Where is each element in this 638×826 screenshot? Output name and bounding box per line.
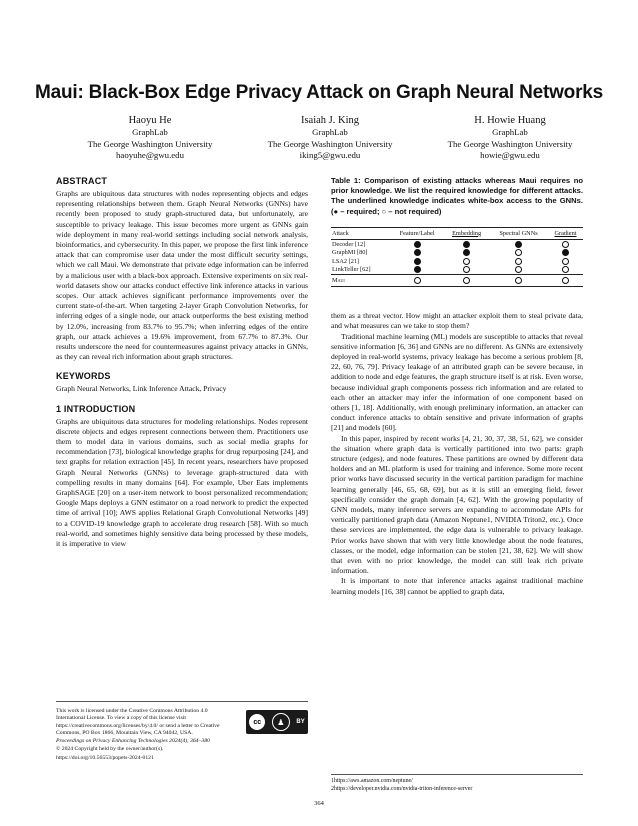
paper-title: Maui: Black-Box Edge Privacy Attack on Graph Neural Networks — [34, 82, 604, 103]
author-lab: GraphLab — [312, 127, 348, 137]
license-block — [56, 701, 308, 762]
table-row — [331, 248, 583, 257]
empty-circle-icon — [515, 266, 522, 273]
empty-circle-icon — [463, 258, 470, 265]
attack-name: Maui — [331, 275, 390, 287]
filled-circle-icon — [463, 249, 470, 256]
filled-circle-icon — [562, 249, 569, 256]
footnote: 2https://developer.nvidia.com/nvidia-triton-inference-server — [331, 785, 473, 792]
table-row — [331, 239, 583, 248]
knowledge-cell — [444, 266, 489, 275]
license-text: This work is licensed under the Creative Commons Attribution 4.0 International License. To view a copy of this license visit https://creativecommons.org/licenses/by/4.0/ or send a letter to Creative Commons, PO Box 1866, Mountain View, CA 94042, USA. — [56, 708, 220, 736]
knowledge-cell — [489, 248, 548, 257]
cc-by-badge — [246, 710, 308, 734]
attack-name: GraphMI [80] — [332, 249, 368, 257]
author-lab: GraphLab — [132, 127, 168, 137]
empty-circle-icon — [562, 266, 569, 273]
author-1 — [60, 114, 240, 162]
knowledge-cell — [548, 257, 583, 266]
empty-circle-icon — [414, 277, 421, 284]
column-header: Spectral GNNs — [489, 227, 548, 239]
introduction-heading: 1 INTRODUCTION — [56, 403, 136, 414]
table-row — [331, 257, 583, 266]
column-header: Feature/Label — [390, 227, 444, 239]
knowledge-cell — [444, 248, 489, 257]
filled-circle-icon — [414, 266, 421, 273]
footnote: 1https://aws.amazon.com/neptune/ — [331, 778, 413, 784]
footnotes — [331, 774, 583, 793]
knowledge-cell — [548, 266, 583, 275]
filled-circle-icon — [414, 249, 421, 256]
keywords-text: Graph Neural Networks, Link Inference Attack, Privacy — [56, 384, 227, 394]
empty-circle-icon — [562, 241, 569, 248]
knowledge-cell — [390, 239, 444, 248]
knowledge-cell — [444, 257, 489, 266]
column-header: Gradient — [548, 227, 583, 239]
empty-circle-icon — [515, 249, 522, 256]
author-lab: GraphLab — [492, 127, 528, 137]
right-paragraph: It is important to note that inference attacks against traditional machine learning models [16, 38] cannot be applied to graph data, — [331, 576, 583, 596]
author-name: H. Howie Huang — [474, 115, 546, 126]
knowledge-cell — [390, 275, 444, 287]
right-column — [331, 176, 583, 597]
knowledge-cell — [548, 248, 583, 257]
knowledge-cell — [489, 275, 548, 287]
author-email: iking5@gwu.edu — [299, 150, 361, 160]
knowledge-cell — [390, 248, 444, 257]
author-name: Isaiah J. King — [300, 115, 360, 126]
column-header: Attack — [331, 227, 390, 239]
empty-circle-icon — [515, 258, 522, 265]
author-affiliation: The George Washington University — [267, 138, 393, 149]
author-affiliation: The George Washington University — [87, 138, 213, 149]
table-row — [331, 275, 583, 287]
doi-link[interactable]: https://doi.org/10.56553/popets-2024-0121 — [56, 754, 154, 761]
attack-name: LinkTeller [62] — [332, 266, 371, 274]
right-paragraph: Traditional machine learning (ML) models are susceptible to attacks that reveal sensitive information [6, 36] and GNNs are no different. As GNNs are extensively deployed in real-world systems, privacy leakage has become a serious problem [8, 22, 60, 76, 79]. Privacy leakage of an attributed graph can be severe because, in addition to node and edge features, the graph structure itself is at risk. Even worse, because individual graph components possess rich information and are related to each other an attacker may infer the information of one component based on others [1, 18]. Additionally, with enough preliminary information, an attacker can conduct inference attacks to obtain sensitive and private information of graphs [21] and models [60]. — [331, 331, 583, 433]
author-affiliation: The George Washington University — [447, 138, 573, 149]
right-paragraph: In this paper, inspired by recent works [4, 21, 30, 37, 38, 51, 62], we consider the situation where graph data is vertically partitioned into two parts: graph structure (edges), and node features. These partitions are owned by different data holders and an ML platform is used for training and inference. Some more recent prior works have discussed security in the vertical partition paradigm for machine learning generally [46, 65, 68, 69], but as it is still an emerging field, fewer specifically consider the graph domain [4, 62]. With the growing popularity of GNN models, many inference servers are expanding to accommodate APIs for vertically partitioned graph data (Amazon Neptune1, NVIDIA Triton2, etc.). Once these services are implemented, the edge data is vulnerable to privacy leakage. Prior works have shown that with very little knowledge about the node features, classes, or the model, edge information can be stolen [21, 38, 62]. We will show that even with no prior knowledge, the model can still leak rich private information. — [331, 433, 583, 576]
filled-circle-icon — [463, 241, 470, 248]
filled-circle-icon — [414, 241, 421, 248]
right-paragraph: them as a threat vector. How might an attacker exploit them to steal private data, and what measures can we take to stop them? — [331, 311, 583, 331]
person-icon: ♟ — [272, 713, 290, 731]
proceedings-line: Proceedings on Privacy Enhancing Technologies 2024(4), 364–380 — [56, 738, 210, 745]
table-caption: Table 1: Comparison of existing attacks whereas Maui requires no prior knowledge. We list the required knowledge for different attacks. The underlined knowledge indicates white-box access to the GNNs. (● – required; ○ – not required) — [331, 176, 583, 216]
abstract-heading: ABSTRACT — [56, 176, 108, 186]
empty-circle-icon — [463, 277, 470, 284]
copyright-line: © 2024 Copyright held by the owner/author(s). — [56, 746, 164, 753]
comparison-table — [331, 227, 583, 287]
author-block — [60, 114, 600, 162]
column-header: Embedding — [444, 227, 489, 239]
knowledge-cell — [390, 257, 444, 266]
table-body — [331, 239, 583, 286]
knowledge-cell — [444, 275, 489, 287]
author-email: howie@gwu.edu — [480, 150, 540, 160]
introduction-text: Graphs are ubiquitous data structures for modeling relationships. Nodes represent discrete objects and edges represent connections between them. Practitioners use them to model data in various domains, such as social media graphs for recommendation [73], biological knowledge graphs for drug repurposing [24], and text graphs for relation extraction [45]. In recent years, researchers have proposed Graph Neural Networks (GNNs) to leverage graph-structured data with compelling results in many domains [64]. For example, Uber Eats implements GraphSAGE [20] on a user-item network to boost personalized recommendation; Google Maps deploys a GNN estimator on a road network to predict the expected time of arrival [10]; AWS applies Relational Graph Convolutional Networks [49] to a COVID-19 knowledge graph to accelerate drug research [58]. With so much real-world, and sometimes highly sensitive data being processed by these models, it is imperative to view — [56, 416, 308, 549]
filled-circle-icon — [414, 258, 421, 265]
knowledge-cell — [390, 266, 444, 275]
table-header-row — [331, 227, 583, 239]
empty-circle-icon — [515, 277, 522, 284]
knowledge-cell — [444, 239, 489, 248]
by-label: BY — [296, 719, 305, 725]
knowledge-cell — [489, 239, 548, 248]
abstract-text: Graphs are ubiquitous data structures with nodes representing objects and edges representing relationships between them. Graph Neural Networks (GNNs) have recently been proposed to study graph-structured data, but unfortunately, are susceptible to privacy leakage. This issue becomes more urgent as GNNs gain wide deployment in many real-world settings including social network analysis, bioinformatics, and cybersecurity. In this paper, we propose the first link inference attack that can compromise user data under the most difficult security settings, which we call Maui. We demonstrate that private edge information can be inferred by a malicious user with a black-box approach. Extensive experiments on six real-world datasets show our attacks conduct effective link inference attacks in various scopes. Our attack achieves significant performance improvements over the current state-of-the-art. When targeting 2-layer Graph Convolution Networks, for inferring edges of a single node, our attack outperforms the best existing method by 12.0%, increasing from 83.7% to 95.7%; when inferring edges of the entire graph, our attack achieves a 19.6% improvement, from 67.7% to 87.3%. Our results underscore the need for countermeasures against privacy attacks in GNNs, as they can reveal rich information about graph structures. — [56, 189, 308, 362]
author-3 — [420, 114, 600, 162]
page-number: 364 — [314, 800, 324, 807]
knowledge-cell — [489, 257, 548, 266]
empty-circle-icon — [562, 258, 569, 265]
author-email: haoyuhe@gwu.edu — [116, 150, 184, 160]
author-2 — [240, 114, 420, 162]
empty-circle-icon — [562, 277, 569, 284]
left-column — [56, 176, 308, 549]
empty-circle-icon — [463, 266, 470, 273]
knowledge-cell — [548, 275, 583, 287]
filled-circle-icon — [515, 241, 522, 248]
cc-icon: cc — [249, 714, 265, 730]
attack-name: Decoder [12] — [332, 240, 366, 248]
table-row — [331, 266, 583, 275]
knowledge-cell — [548, 239, 583, 248]
attack-name: LSA2 [21] — [332, 257, 360, 265]
keywords-heading: KEYWORDS — [56, 371, 111, 382]
author-name: Haoyu He — [128, 115, 172, 126]
knowledge-cell — [489, 266, 548, 275]
